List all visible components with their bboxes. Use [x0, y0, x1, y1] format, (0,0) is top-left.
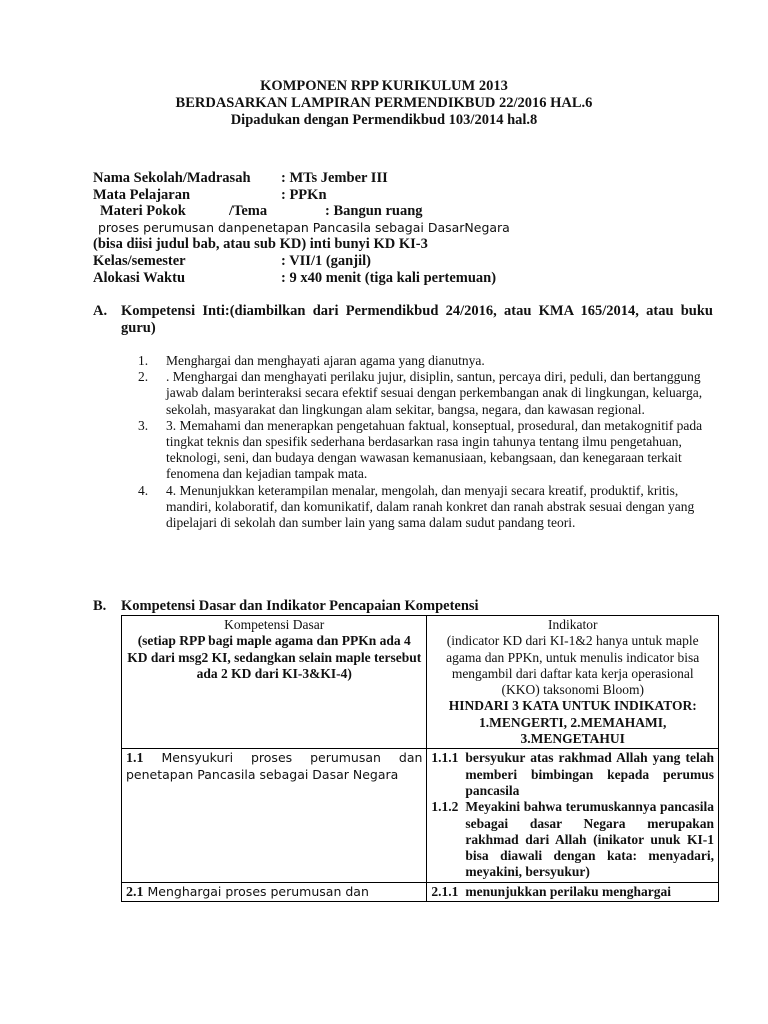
topic-separator: /Tema: [229, 203, 268, 220]
subject-value: : PPKn: [281, 186, 327, 203]
table-row: [122, 882, 719, 902]
section-a-letter: A.: [93, 303, 108, 319]
section-a-title: Kompetensi Inti:(diambilkan dari Permendikbud 24/2016, atau KMA 165/2014, atau buku guru): [121, 303, 713, 336]
topic-note: proses perumusan danpenetapan Pancasila sebagai DasarNegara: [98, 219, 510, 235]
indicator-header-warning: HINDARI 3 KATA UNTUK INDIKATOR: 1.MENGERTI, 2.MEMAHAMI, 3.MENGETAHUI: [448, 698, 697, 747]
document-title: [0, 78, 768, 129]
title-line-2: BERDASARKAN LAMPIRAN PERMENDIKBUD 22/2016 HAL.6: [175, 95, 593, 111]
subject-label: Mata Pelajaran: [93, 186, 191, 203]
indicator-text: menunjukkan perilaku menghargai: [465, 883, 671, 899]
kd-header-cell: [122, 616, 427, 749]
indicator-header-cell: [427, 616, 719, 749]
indicator-header-note: (indicator KD dari KI-1&2 hanya untuk maple agama dan PPKn, untuk menulis indicator bisa mengambil dari daftar kata kerja operasional (KKO) taksonomi Bloom): [446, 633, 700, 698]
list-item-number: 1.: [138, 353, 149, 368]
section-b-heading: [93, 598, 479, 615]
list-item: [138, 369, 710, 418]
list-item-number: 2.: [138, 369, 149, 385]
kd-number: 2.1: [126, 884, 144, 900]
indicator-item: [431, 799, 714, 880]
section-b-title: Kompetensi Dasar dan Indikator Pencapaian Kompetensi: [121, 598, 479, 614]
table-row: [122, 749, 719, 882]
indicator-number: 1.1.1: [431, 750, 459, 766]
kd-text: Mensyukuri proses perumusan dan penetapan Pancasila sebagai Dasar Negara: [126, 750, 423, 782]
indicator-text: bersyukur atas rakhmad Allah yang telah memberi bimbingan kepada perumus pancasila: [465, 750, 714, 798]
class-row: [93, 253, 733, 270]
class-label: Kelas/semester: [93, 252, 186, 269]
list-item-text: . Menghargai dan menghayati perilaku jujur, disiplin, santun, percaya diri, peduli, dan bertanggung jawab dalam berinteraksi secara efektif sesuai dengan perkembangan anak di lingkungan, keluarga, sekolah, masyarakat dan lingkungan alam sekitar, bangsa, negara, dan kawasan regional.: [166, 369, 703, 417]
section-b-letter: B.: [93, 598, 107, 614]
time-value: : 9 x40 menit (tiga kali pertemuan): [281, 269, 497, 286]
list-item-text: Menghargai dan menghayati ajaran agama yang dianutnya.: [166, 353, 485, 368]
indicator-header-title: Indikator: [547, 617, 598, 632]
list-item-text: 4. Menunjukkan keterampilan menalar, mengolah, dan menyaji secara kreatif, produktif, kritis, mandiri, kolaboratif, dan komunikatif, dalam ranah konkret dan ranah abstrak sesuai dengan yang dipelajari di sekolah dan sumber lain yang sama dalam sudut pandang teori.: [166, 482, 695, 531]
kd-number: 1.1: [126, 751, 144, 767]
identity-block: [93, 170, 733, 286]
kd-header-note: (setiap RPP bagi maple agama dan PPKn ada 4 KD dari msg2 KI, sedangkan selain maple tersebut ada 2 KD dari KI-3&KI-4): [127, 633, 422, 681]
kd-text: Menghargai proses perumusan dan: [147, 883, 369, 899]
list-item-number: 3.: [138, 417, 149, 433]
list-item: [138, 483, 710, 532]
indicator-number: 2.1.1: [431, 883, 459, 899]
topic-hint-row: [93, 236, 733, 253]
time-row: [93, 270, 733, 287]
topic-value: : Bangun ruang: [325, 203, 423, 220]
core-competence-list: [138, 353, 710, 531]
indicator-item: [431, 750, 714, 799]
title-line-3: Dipadukan dengan Permendikbud 103/2014 hal.8: [230, 112, 538, 128]
kd-header-title: Kompetensi Dasar: [224, 617, 325, 632]
list-item-number: 4.: [138, 482, 149, 498]
topic-row: [93, 203, 733, 220]
kd-cell: [122, 882, 427, 902]
title-line-1: KOMPONEN RPP KURIKULUM 2013: [260, 78, 508, 94]
table-header-row: [122, 616, 719, 749]
indicator-item: [431, 884, 714, 900]
topic-hint: (bisa diisi judul bab, atau sub KD) inti bunyi KD KI-3: [93, 236, 428, 253]
indicator-cell: [427, 749, 719, 882]
school-row: [93, 170, 733, 187]
class-value: : VII/1 (ganjil): [281, 252, 371, 269]
list-item-text: 3. Memahami dan menerapkan pengetahuan faktual, konseptual, prosedural, dan metakognitif pada tingkat teknis dan spesifik sederhana berdasarkan rasa ingin tahunya tentang ilmu pengetahuan, teknologi, seni, dan budaya dengan wawasan kemanusiaan, kebangsaan, dan kenegaraan terkait fenomena dan kejadian tampak mata.: [166, 417, 703, 482]
list-item: [138, 353, 710, 369]
topic-note-row: [93, 220, 733, 237]
indicator-cell: [427, 882, 719, 902]
list-item: [138, 418, 710, 483]
topic-label: Materi Pokok: [100, 203, 186, 220]
time-label: Alokasi Waktu: [93, 269, 186, 286]
kd-cell: [122, 749, 427, 882]
indicator-number: 1.1.2: [431, 799, 459, 815]
competence-table: [121, 615, 719, 902]
indicator-text: Meyakini bahwa terumuskannya pancasila sebagai dasar Negara merupakan rakhmad dari Allah (inikator unuk KI-1 bisa diawali dengan kata: menyadari, meyakini, bersyukur): [465, 799, 714, 880]
subject-row: [93, 187, 733, 204]
school-value: : MTs Jember III: [281, 170, 388, 186]
school-label: Nama Sekolah/Madrasah: [93, 170, 251, 186]
